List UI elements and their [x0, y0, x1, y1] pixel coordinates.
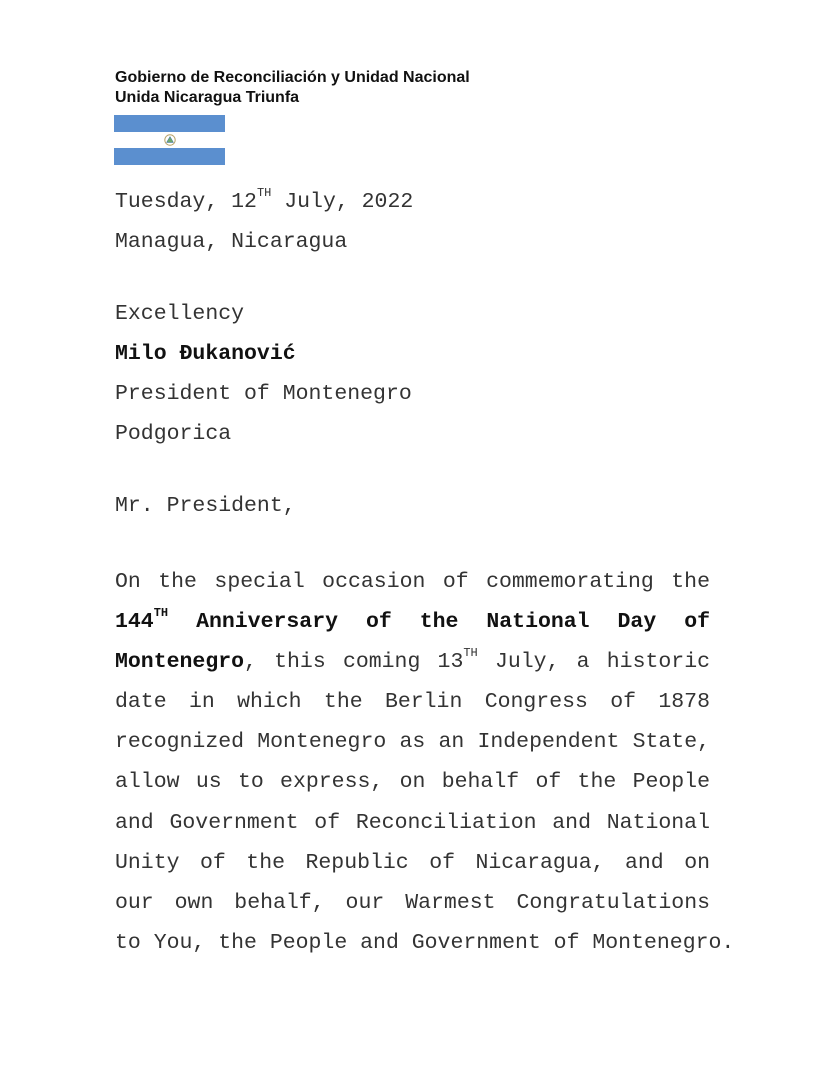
letterhead-government: Gobierno de Reconciliación y Unidad Nacional [115, 69, 470, 86]
body-line: allow us to express, on behalf of the People [115, 770, 710, 795]
country-name: Montenegro [115, 650, 245, 675]
anniversary-text: Anniversary of the National Day of [168, 610, 710, 635]
date-ordinal: TH [256, 185, 272, 200]
body-line: to You, the People and Government of Montenegro. [115, 930, 735, 955]
body-segment: July, a historic [477, 650, 710, 675]
letter-place: Managua, Nicaragua [115, 230, 348, 254]
body-line: recognized Montenegro as an Independent State, [115, 730, 710, 755]
body-line [115, 602, 710, 642]
body-line: our own behalf, our Warmest Congratulations [115, 890, 710, 915]
body-line: On the special occasion of commemorating the [115, 570, 710, 594]
letter-body [115, 562, 735, 963]
date-text: Tuesday, 12 [115, 190, 257, 214]
body-line: date in which the Berlin Congress of 1878 [115, 690, 710, 715]
recipient-city: Podgorica [115, 422, 232, 446]
date-month-year: July, 2022 [271, 190, 414, 214]
recipient-position: President of Montenegro [115, 382, 412, 406]
anniversary-ordinal: TH [153, 605, 169, 620]
nicaragua-flag-icon [114, 115, 225, 165]
body-line [115, 642, 710, 682]
letterhead-slogan: Unida Nicaragua Triunfa [115, 89, 300, 106]
body-line: Unity of the Republic of Nicaragua, and on [115, 850, 710, 875]
body-line: and Government of Reconciliation and National [115, 810, 710, 835]
anniversary-number: 144 [115, 610, 154, 635]
body-segment: , this coming 13 [244, 650, 464, 675]
letterhead [115, 68, 470, 108]
anniversary-phrase [115, 605, 710, 635]
greeting: Mr. President, [115, 494, 296, 518]
letter-date [115, 185, 414, 214]
flag-stripe-bottom [114, 148, 225, 165]
flag-stripe-top [114, 115, 225, 132]
date-ordinal: TH [463, 646, 478, 661]
recipient-title: Excellency [115, 302, 245, 326]
recipient-name: Milo Đukanović [115, 342, 296, 366]
coat-of-arms-icon [162, 134, 178, 146]
